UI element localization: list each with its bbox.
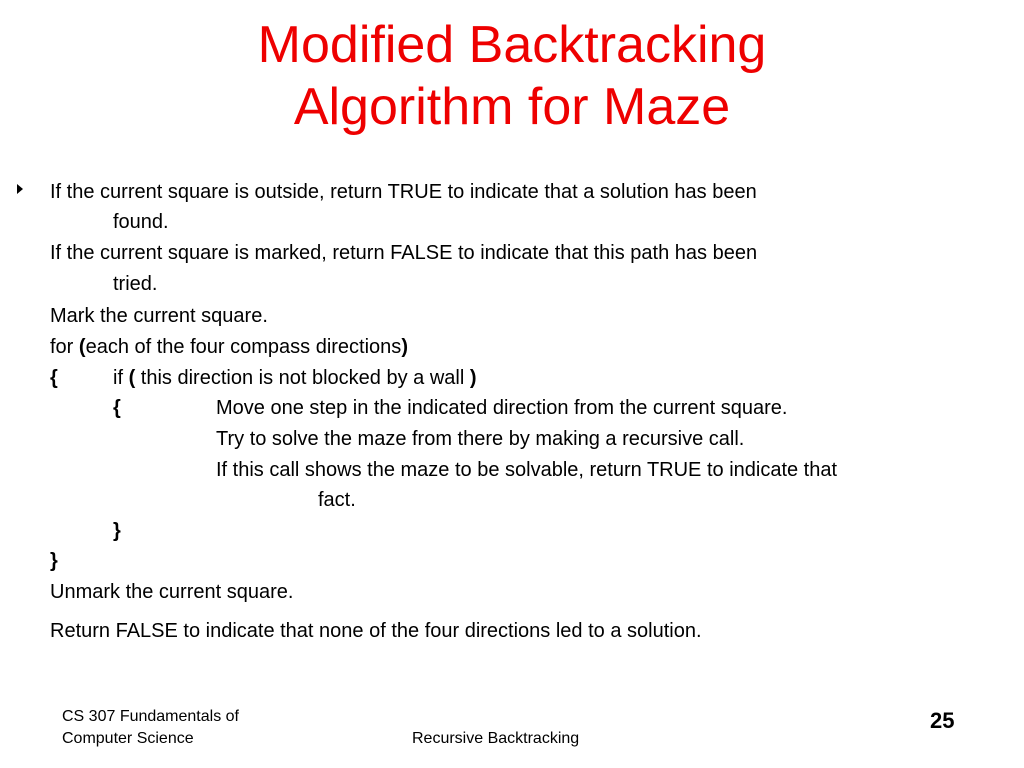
line-move-step: Move one step in the indicated direction from the current square. [216,397,788,419]
for-paren-close: ) [401,336,408,358]
if-keyword: if [113,367,129,389]
inner-brace-close: } [113,520,121,542]
footer-course [62,706,239,750]
footer-course-line-1: CS 307 Fundamentals of [62,708,239,725]
for-paren-open: ( [78,336,86,358]
line-marked-check-cont: tried. [113,273,158,295]
if-condition: this direction is not blocked by a wall [135,367,470,389]
outer-brace-open: { [50,367,58,389]
for-keyword: for [50,336,79,358]
line-solvable-check: If this call shows the maze to be solvable, return TRUE to indicate that [216,459,838,481]
if-paren-close: ) [469,367,477,389]
slide-title [0,14,1024,138]
line-solvable-check-cont: fact. [318,489,356,511]
footer-course-line-2: Computer Science [62,730,194,747]
line-mark-square: Mark the current square. [50,305,268,327]
footer-topic: Recursive Backtracking [412,730,580,747]
outer-brace-close: } [50,550,58,572]
line-if-check [113,366,477,390]
line-for-loop [50,335,408,359]
slide-title-line-1: Modified Backtracking [257,16,767,74]
inner-brace-open: { [113,397,121,419]
line-recursive-call: Try to solve the maze from there by making a recursive call. [216,428,745,450]
for-condition: each of the four compass directions [85,336,402,358]
triangle-bullet-icon-shape [16,183,24,195]
triangle-bullet-icon [16,183,24,197]
line-unmark-square: Unmark the current square. [50,581,294,603]
slide-title-line-2: Algorithm for Maze [293,78,731,136]
line-return-false: Return FALSE to indicate that none of the four directions led to a solution. [50,620,702,642]
slide-page-number: 25 [930,708,955,733]
line-outside-check-cont: found. [113,211,169,233]
line-marked-check: If the current square is marked, return FALSE to indicate that this path has been [50,242,758,264]
if-paren-open: ( [128,367,136,389]
line-outside-check: If the current square is outside, return TRUE to indicate that a solution has been [50,181,757,203]
